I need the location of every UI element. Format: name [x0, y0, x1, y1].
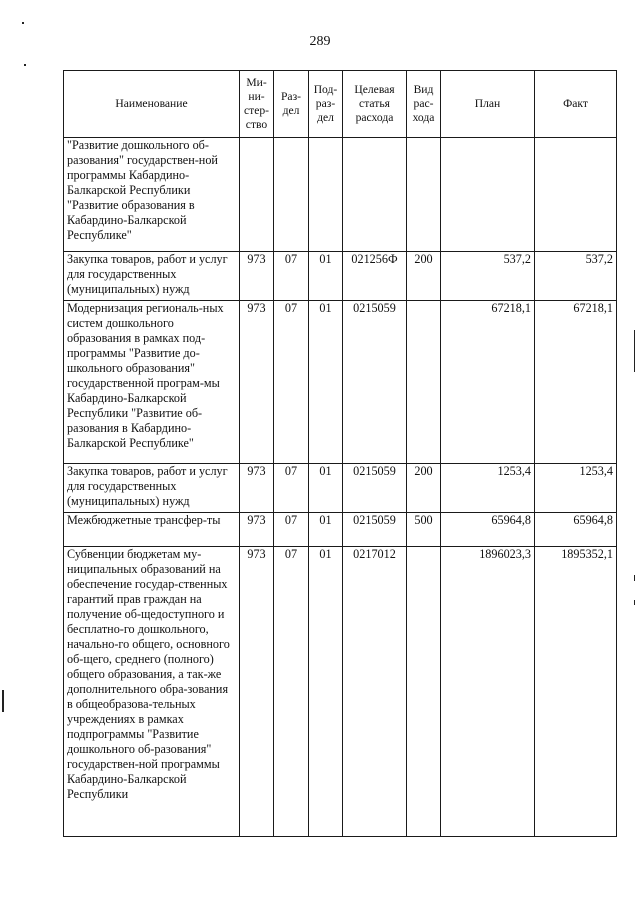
- row-target: 0215059: [343, 464, 407, 513]
- row-plan: 1253,4: [441, 464, 535, 513]
- row-fact: 1895352,1: [535, 547, 617, 837]
- row-subsection: 01: [309, 547, 343, 837]
- table-row: [64, 547, 617, 837]
- scan-mark: [24, 64, 26, 66]
- row-ministry: [240, 138, 274, 252]
- row-target: 0217012: [343, 547, 407, 837]
- row-section: 07: [274, 252, 309, 301]
- header-ministry: Ми-ни-стер-ство: [240, 71, 274, 138]
- row-fact: 537,2: [535, 252, 617, 301]
- scan-mark: [2, 690, 4, 712]
- row-target: 0215059: [343, 513, 407, 547]
- row-fact: 65964,8: [535, 513, 617, 547]
- row-kind: 200: [407, 252, 441, 301]
- row-kind: 500: [407, 513, 441, 547]
- scan-mark: [634, 600, 635, 605]
- row-section: [274, 138, 309, 252]
- row-subsection: 01: [309, 513, 343, 547]
- row-fact: 67218,1: [535, 301, 617, 464]
- row-kind: 200: [407, 464, 441, 513]
- row-plan: 537,2: [441, 252, 535, 301]
- row-plan: [441, 138, 535, 252]
- header-target: Целевая статья расхода: [343, 71, 407, 138]
- row-plan: 67218,1: [441, 301, 535, 464]
- header-section: Раз-дел: [274, 71, 309, 138]
- row-section: 07: [274, 301, 309, 464]
- row-section: 07: [274, 513, 309, 547]
- row-fact: [535, 138, 617, 252]
- row-ministry: 973: [240, 547, 274, 837]
- row-name: Закупка товаров, работ и услуг для государственных (муниципальных) нужд: [64, 252, 240, 301]
- table-row: [64, 252, 617, 301]
- row-ministry: 973: [240, 252, 274, 301]
- row-ministry: 973: [240, 301, 274, 464]
- header-subsection: Под-раз-дел: [309, 71, 343, 138]
- row-plan: 65964,8: [441, 513, 535, 547]
- header-plan: План: [441, 71, 535, 138]
- row-subsection: 01: [309, 464, 343, 513]
- row-name: Субвенции бюджетам му-ниципальных образований на обеспечение государ-ственных гарантий прав граждан на получение об-щедоступного и бесплатно-го дошкольного, начально-го общего, основного об-щего, среднего (полного) общего образования, а так-же дополнительного обра-зования в общеобразова-тельных учреждениях в рамках подпрограммы "Развитие дошкольного об-разования" государствен-ной программы Кабардино-Балкарской Республики: [64, 547, 240, 837]
- row-ministry: 973: [240, 513, 274, 547]
- row-fact: 1253,4: [535, 464, 617, 513]
- row-name: Закупка товаров, работ и услуг для государственных (муниципальных) нужд: [64, 464, 240, 513]
- header-kind: Вид рас-хода: [407, 71, 441, 138]
- table-row: [64, 464, 617, 513]
- header-fact: Факт: [535, 71, 617, 138]
- row-section: 07: [274, 464, 309, 513]
- row-name: "Развитие дошкольного об-разования" государствен-ной программы Кабардино-Балкарской Республики "Развитие образования в Кабардино-Балкарской Республике": [64, 138, 240, 252]
- table-row: [64, 138, 617, 252]
- header-name: Наименование: [64, 71, 240, 138]
- row-kind: [407, 138, 441, 252]
- row-target: 021256Ф: [343, 252, 407, 301]
- row-target: 0215059: [343, 301, 407, 464]
- row-name: Модернизация региональ-ных систем дошкольного образования в рамках под-программы "Развитие до-школьного образования" государственной програм-мы Кабардино-Балкарской Республики "Развитие об-разования в Кабардино-Балкарской Республике": [64, 301, 240, 464]
- scan-mark: [634, 575, 635, 581]
- page-number: 289: [309, 34, 331, 49]
- row-section: 07: [274, 547, 309, 837]
- scan-mark: [22, 22, 24, 24]
- table-row: [64, 513, 617, 547]
- row-subsection: 01: [309, 252, 343, 301]
- row-kind: [407, 301, 441, 464]
- header-row: [64, 71, 617, 138]
- scan-mark: [634, 330, 635, 372]
- row-ministry: 973: [240, 464, 274, 513]
- row-subsection: [309, 138, 343, 252]
- budget-table: [63, 70, 617, 837]
- row-plan: 1896023,3: [441, 547, 535, 837]
- table-row: [64, 301, 617, 464]
- row-name: Межбюджетные трансфер-ты: [64, 513, 240, 547]
- row-kind: [407, 547, 441, 837]
- row-subsection: 01: [309, 301, 343, 464]
- row-target: [343, 138, 407, 252]
